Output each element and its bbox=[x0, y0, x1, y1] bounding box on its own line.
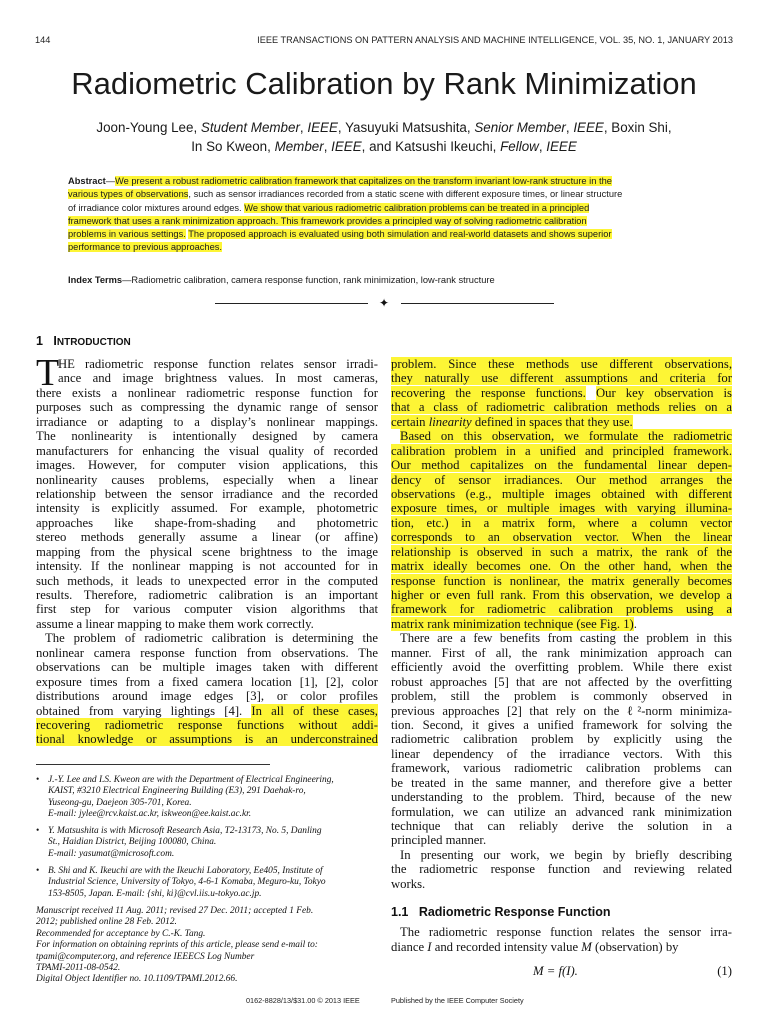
text-line bbox=[391, 371, 732, 385]
text-line bbox=[391, 877, 732, 891]
text-line bbox=[391, 530, 732, 544]
text-run: previous approaches [2] that rely on the ℓ²-norm minimiza- bbox=[391, 703, 732, 718]
equation-number: (1) bbox=[717, 964, 732, 978]
text-run: Fellow bbox=[500, 139, 539, 154]
copyright-notice: 0162-8828/13/$31.00 © 2013 IEEE bbox=[246, 996, 360, 1005]
text-line bbox=[391, 819, 732, 833]
text-line bbox=[391, 747, 732, 761]
text-run: exposure times from a fixed camera location [1], [2], color bbox=[36, 674, 378, 689]
text-run: approaches like shape-from-shading and photometric bbox=[36, 515, 378, 530]
text-run: response function is nonlinear, the matrix generally becomes bbox=[391, 573, 732, 588]
footnote-affiliation-kaist bbox=[36, 775, 378, 821]
subsection-text bbox=[391, 925, 732, 955]
text-line bbox=[36, 357, 378, 371]
text-line bbox=[391, 545, 732, 559]
footnote-text: Manuscript received 11 Aug. 2011; revised 27 Dec. 2011; accepted 1 Feb. bbox=[36, 906, 314, 916]
text-run: IEEE bbox=[573, 120, 604, 135]
abstract-line bbox=[68, 202, 702, 215]
footnote-text: Digital Object Identifier no. 10.1109/TPAMI.2012.66. bbox=[36, 974, 238, 985]
text-run: ance and image brightness values. In most cameras, bbox=[58, 371, 378, 386]
text-run: , and Katsushi Ikeuchi, bbox=[361, 139, 501, 154]
text-run: , Yasuyuki Matsushita, bbox=[337, 120, 475, 135]
text-line bbox=[391, 689, 732, 703]
text-line bbox=[36, 732, 378, 746]
text-run: nonlinear camera response function from observations. The bbox=[36, 645, 378, 660]
text-line bbox=[36, 617, 378, 631]
text-run: The radiometric response function relates the sensor irra- bbox=[400, 925, 732, 939]
text-run: corresponds to an observation vector. When the linear bbox=[391, 530, 732, 545]
section-title-rest: NTRODUCTION bbox=[56, 337, 131, 348]
text-line bbox=[391, 357, 732, 371]
text-line bbox=[391, 559, 732, 573]
text-run: images. However, for computer vision applications, this bbox=[36, 458, 378, 473]
text-run: tional knowledge or assumptions is an underconstrained bbox=[36, 732, 378, 747]
footnote-line bbox=[36, 775, 378, 786]
text-line bbox=[391, 805, 732, 819]
text-run: results. Therefore, radiometric calibration is an important bbox=[36, 588, 378, 602]
text-run: of irradiance color mixtures around edges. bbox=[68, 202, 245, 213]
text-run: exposure times, or multiple images with varying illumina- bbox=[391, 501, 732, 516]
text-line bbox=[36, 415, 378, 429]
text-run: calibration problem in a unified and principled framework. bbox=[391, 443, 732, 458]
text-run: problem, still the problem is commonly observed in bbox=[391, 689, 732, 704]
footnote-line bbox=[36, 837, 378, 848]
page-number: 144 bbox=[35, 35, 51, 45]
text-run: matrix rank minimization technique (see Fig. 1) bbox=[391, 616, 634, 631]
footnote-line bbox=[36, 849, 378, 860]
publisher-notice: Published by the IEEE Computer Society bbox=[391, 996, 524, 1005]
text-run: intensity is explicitly assumed. For example, photometric bbox=[36, 501, 378, 516]
text-line bbox=[36, 458, 378, 472]
text-run: In presenting our work, we begin by briefly describing bbox=[400, 847, 732, 862]
text-line bbox=[36, 516, 378, 530]
bullet-icon: • bbox=[36, 775, 40, 785]
abstract-line bbox=[68, 175, 702, 188]
text-line bbox=[36, 574, 378, 588]
text-run: mapping from the physical scene brightness to the image bbox=[36, 544, 378, 559]
text-run: The proposed approach is evaluated using both simulation and real-world datasets and shows superior bbox=[188, 229, 612, 240]
text-line bbox=[391, 631, 732, 645]
text-run: HE radiometric response function relates sensor irradi- bbox=[58, 357, 378, 371]
text-line bbox=[391, 776, 732, 790]
text-line bbox=[391, 487, 732, 501]
footnote-line bbox=[36, 877, 378, 888]
text-line bbox=[391, 400, 732, 414]
text-run: distributions around image edges [3], or color profiles bbox=[36, 689, 378, 704]
footnote-text: B. Shi and K. Ikeuchi are with the Ikeuchi Laboratory, Ee405, Institute of bbox=[48, 866, 323, 876]
text-run: various types of observations bbox=[68, 189, 189, 200]
abstract-line bbox=[68, 215, 702, 228]
text-run: , bbox=[538, 139, 547, 154]
text-line bbox=[391, 501, 732, 515]
text-line bbox=[391, 660, 732, 674]
text-line bbox=[36, 588, 378, 602]
text-run: , such as sensor irradiances recorded from a static scene with different exposure times, or linear structure bbox=[188, 189, 623, 200]
text-run: linear dependency of the irradiance vectors. With this bbox=[391, 746, 732, 761]
text-run: manufacturers for enhancing the visual quality of recorded bbox=[36, 443, 378, 458]
text-line bbox=[391, 516, 732, 530]
footnote-line bbox=[36, 917, 378, 928]
footnote-line bbox=[36, 952, 378, 963]
text-line bbox=[36, 487, 378, 501]
text-line bbox=[391, 718, 732, 732]
text-run: observations can be multiple images taken with different bbox=[36, 660, 378, 675]
section-number: 1 bbox=[36, 334, 43, 348]
footnote-line bbox=[36, 866, 378, 877]
text-run: defined in spaces that they use. bbox=[471, 414, 633, 429]
text-line bbox=[391, 473, 732, 487]
text-run: nonlinearity causes problems, especially when a linear bbox=[36, 472, 378, 487]
text-run: , Boxin Shi, bbox=[603, 120, 672, 135]
text-run: Our method capitalizes on the fundamental linear depen- bbox=[391, 458, 732, 473]
text-run: efficiently avoid the overfitting problem. While there exist bbox=[391, 660, 732, 675]
text-run: higher or even full rank. From this observation, we develop a bbox=[391, 588, 732, 602]
footnote-text: Yuseong-gu, Daejeon 305-701, Korea. bbox=[48, 797, 192, 808]
text-run: In all of these cases, bbox=[251, 703, 378, 718]
text-line bbox=[36, 646, 378, 660]
text-line bbox=[391, 444, 732, 458]
abstract-line bbox=[68, 188, 702, 201]
text-line bbox=[391, 646, 732, 660]
text-line bbox=[391, 833, 732, 847]
abstract-line bbox=[68, 228, 702, 241]
text-line bbox=[391, 862, 732, 876]
text-run: certain bbox=[391, 414, 429, 429]
footnote-line bbox=[36, 974, 378, 985]
text-run: formulation, we can utilize an advanced rank minimization bbox=[391, 804, 732, 819]
text-run: purposes such as compressing the dynamic range of sensor bbox=[36, 400, 378, 415]
text-run: linearity bbox=[428, 414, 472, 429]
text-run: — bbox=[105, 176, 116, 186]
text-run: In So Kweon, bbox=[191, 139, 275, 154]
footnote-line bbox=[36, 906, 378, 917]
text-run: that a class of radiometric calibration methods relies on a bbox=[391, 400, 732, 415]
text-run: framework, various radiometric calibration problems can bbox=[391, 761, 732, 776]
footnote-text: E-mail: jylee@rcv.kaist.ac.kr, iskweon@ee.kaist.ac.kr. bbox=[48, 809, 252, 820]
subsection-title: Radiometric Response Function bbox=[418, 905, 611, 919]
index-terms-label: Index Terms bbox=[68, 275, 123, 285]
text-run: problems in various settings. bbox=[68, 229, 186, 240]
footnote-line bbox=[36, 786, 378, 797]
footnote-manuscript-info bbox=[36, 906, 378, 986]
text-line bbox=[36, 530, 378, 544]
text-run: relationship between the sensor irradiance and the recorded bbox=[36, 486, 378, 501]
text-run: works. bbox=[391, 876, 426, 891]
text-run: manner. First of all, the rank minimization approach can bbox=[391, 645, 732, 660]
text-run: intensity. If the nonlinear mapping is not accounted for in bbox=[36, 559, 378, 574]
separator-line-left bbox=[215, 303, 368, 304]
text-line bbox=[391, 732, 732, 746]
text-run: IEEE bbox=[546, 139, 577, 154]
subsection-number: 1.1 bbox=[391, 905, 409, 919]
footnote-line bbox=[36, 826, 378, 837]
text-run: framework for radiometric calibration problems using a bbox=[391, 602, 732, 617]
text-run: such methods, it leads to unexpected error in the computed bbox=[36, 573, 378, 588]
author-line-2 bbox=[0, 137, 768, 156]
footnote-affiliation-msra bbox=[36, 826, 378, 860]
footnote-rule bbox=[36, 764, 270, 765]
abstract bbox=[68, 175, 702, 255]
text-run: performance to previous approaches. bbox=[68, 242, 223, 253]
text-run bbox=[586, 386, 596, 400]
text-line bbox=[391, 574, 732, 588]
text-run: the radiometric response function and reviewing related bbox=[391, 862, 732, 877]
running-header bbox=[35, 35, 733, 49]
footnote-line bbox=[36, 929, 378, 940]
text-run: framework that uses a rank minimization approach. This framework provides a principled way of solving radiometric calibration bbox=[68, 215, 587, 226]
section-heading bbox=[36, 334, 131, 348]
text-run: IEEE bbox=[307, 120, 338, 135]
text-run: be treated in the same manner, and therefore give a better bbox=[391, 775, 732, 790]
text-run: We show that various radiometric calibration problems can be treated in a principled bbox=[244, 202, 590, 213]
text-run: observations (e.g., multiple images obtained with different bbox=[391, 486, 732, 501]
footnote-text: TPAMI-2011-08-0542. bbox=[36, 962, 121, 973]
left-column-text bbox=[36, 352, 378, 747]
text-run: irradiance or adapting to a display’s nonlinear mappings. bbox=[36, 414, 378, 429]
author-line-1 bbox=[0, 118, 768, 137]
text-run: , bbox=[299, 120, 308, 135]
subsection-heading bbox=[391, 905, 611, 919]
text-line bbox=[391, 761, 732, 775]
text-run: problem. Since these methods use different observations, bbox=[391, 357, 732, 371]
text-run: relationship is observed in such a matrix, the rank of the bbox=[391, 544, 732, 559]
text-run: Joon-Young Lee, bbox=[96, 120, 201, 135]
abstract-line bbox=[68, 241, 702, 254]
footnote-affiliation-tokyo bbox=[36, 866, 378, 900]
text-line bbox=[391, 790, 732, 804]
text-line bbox=[391, 415, 732, 429]
text-run: radiometric calibration problem by explicitly using the bbox=[391, 732, 732, 747]
text-run: assume a linear mapping to make them work correctly. bbox=[36, 616, 314, 631]
text-run: understanding to the problem. Third, because of the new bbox=[391, 790, 732, 805]
text-line bbox=[36, 559, 378, 573]
footnote-text: Recommended for acceptance by C.-K. Tang. bbox=[36, 928, 206, 939]
text-line bbox=[36, 473, 378, 487]
text-run: Our key observation is bbox=[595, 385, 732, 400]
text-run: (observation) by bbox=[591, 940, 679, 954]
text-run: IEEE bbox=[331, 139, 362, 154]
text-run: there exists a nonlinear radiometric response function for bbox=[36, 385, 378, 400]
footnote-text: Industrial Science, University of Tokyo, 4-6-1 Komaba, Meguro-ku, Tokyo bbox=[48, 877, 326, 888]
text-run: Student Member bbox=[200, 120, 300, 135]
text-line bbox=[391, 940, 732, 955]
section-title-cap: I bbox=[53, 334, 57, 348]
footnote-line bbox=[36, 889, 378, 900]
text-run: , bbox=[323, 139, 332, 154]
text-run: Based on this observation, we formulate the radiometric bbox=[400, 429, 732, 444]
text-line bbox=[391, 386, 732, 400]
footnote-text: For information on obtaining reprints of this article, please send e-mail to: bbox=[36, 940, 318, 951]
text-run: technique that can reliably derive the solution in a bbox=[391, 819, 732, 833]
text-run: I bbox=[427, 940, 432, 954]
text-line bbox=[36, 718, 378, 732]
text-run: first step for various computer vision algorithms that bbox=[36, 602, 378, 617]
text-line bbox=[36, 386, 378, 400]
text-run: principled manner. bbox=[391, 833, 487, 848]
equation-text: M = f(I). bbox=[533, 964, 578, 978]
footnote-line bbox=[36, 940, 378, 951]
footnote-text: 153-8505, Japan. E-mail: {shi, ki}@cvl.iis.u-tokyo.ac.jp. bbox=[48, 888, 262, 899]
text-line bbox=[36, 660, 378, 674]
text-run: they naturally use different assumptions and criteria for bbox=[391, 371, 732, 386]
text-run: stereo methods generally assume a linear (or affine) bbox=[36, 530, 378, 545]
footnote-text: St., Haidian District, Beijing 100080, China. bbox=[48, 837, 217, 848]
text-run: obtained from varying lightings [4]. bbox=[36, 703, 252, 718]
text-line bbox=[36, 602, 378, 616]
text-run: recovering the response functions. bbox=[391, 385, 586, 400]
text-run: robust approaches [5] that are not affected by the overfitting bbox=[391, 674, 732, 689]
text-line bbox=[36, 689, 378, 703]
text-line bbox=[391, 458, 732, 472]
text-run: The nonlinearity is intentionally designed by camera bbox=[36, 429, 378, 444]
text-line bbox=[391, 848, 732, 862]
separator-line-right bbox=[401, 303, 554, 304]
equation-1 bbox=[391, 964, 732, 980]
text-line bbox=[36, 371, 378, 385]
footnote-text: Y. Matsushita is with Microsoft Research Asia, T2-13173, No. 5, Danling bbox=[48, 826, 322, 836]
separator-diamond-icon: ✦ bbox=[378, 296, 390, 310]
footnote-line bbox=[36, 963, 378, 974]
right-column-text bbox=[391, 357, 732, 891]
text-run: The problem of radiometric calibration is determining the bbox=[45, 631, 378, 646]
text-run: matrix ideally becomes one. On the other hand, when the bbox=[391, 559, 732, 574]
text-line bbox=[391, 588, 732, 602]
text-line bbox=[391, 675, 732, 689]
footnote-text: 2012; published online 28 Feb. 2012. bbox=[36, 917, 177, 928]
footnote-line bbox=[36, 798, 378, 809]
index-terms bbox=[68, 275, 702, 285]
footnote-text: E-mail: yasumat@microsoft.com. bbox=[48, 848, 175, 859]
text-line bbox=[36, 704, 378, 718]
text-run: recovering radiometric response functions without addi- bbox=[36, 717, 378, 732]
text-line bbox=[36, 501, 378, 515]
text-run: tion, etc.) in a matrix form, where a column vector bbox=[391, 515, 732, 530]
text-line bbox=[36, 675, 378, 689]
text-run: We present a robust radiometric calibration framework that capitalizes on the transform invariant low-rank structure in the bbox=[115, 176, 612, 186]
bullet-icon: • bbox=[36, 826, 40, 836]
text-run: , bbox=[565, 120, 574, 135]
text-run: dency of sensor irradiances. Our method arranges the bbox=[391, 472, 732, 487]
bullet-icon: • bbox=[36, 866, 40, 876]
footnote-text: J.-Y. Lee and I.S. Kweon are with the Department of Electrical Engineering, bbox=[48, 775, 334, 785]
paper-title: Radiometric Calibration by Rank Minimization bbox=[71, 66, 697, 101]
text-run: There are a few benefits from casting the problem in this bbox=[400, 631, 732, 646]
text-line bbox=[36, 444, 378, 458]
footnote-text: tpami@computer.org, and reference IEEECS Log Number bbox=[36, 951, 255, 962]
text-run: tion. Second, it gives a unified framework for solving the bbox=[391, 717, 732, 732]
text-run: M bbox=[581, 940, 592, 954]
text-line bbox=[391, 602, 732, 616]
text-line bbox=[36, 545, 378, 559]
text-line bbox=[391, 925, 732, 940]
text-line bbox=[391, 429, 732, 443]
footnote-text: KAIST, #3210 Electrical Engineering Building (E3), 291 Daehak-ro, bbox=[48, 786, 306, 797]
text-run: . bbox=[633, 616, 637, 631]
journal-header: IEEE TRANSACTIONS ON PATTERN ANALYSIS AND MACHINE INTELLIGENCE, VOL. 35, NO. 1, JANUARY 2013 bbox=[257, 35, 733, 45]
text-run: Senior Member bbox=[474, 120, 566, 135]
text-line bbox=[36, 631, 378, 645]
author-list bbox=[0, 118, 768, 156]
text-run: Abstract bbox=[68, 176, 106, 186]
index-terms-text: —Radiometric calibration, camera response function, rank minimization, low-rank structure bbox=[122, 275, 495, 285]
text-run: Member bbox=[274, 139, 324, 154]
text-line bbox=[391, 704, 732, 718]
text-run: diance bbox=[391, 940, 428, 954]
text-line bbox=[36, 429, 378, 443]
text-run: and recorded intensity value bbox=[431, 940, 582, 954]
text-line bbox=[36, 400, 378, 414]
text-line bbox=[391, 617, 732, 631]
drop-cap: T bbox=[36, 352, 60, 394]
footnote-line bbox=[36, 809, 378, 820]
